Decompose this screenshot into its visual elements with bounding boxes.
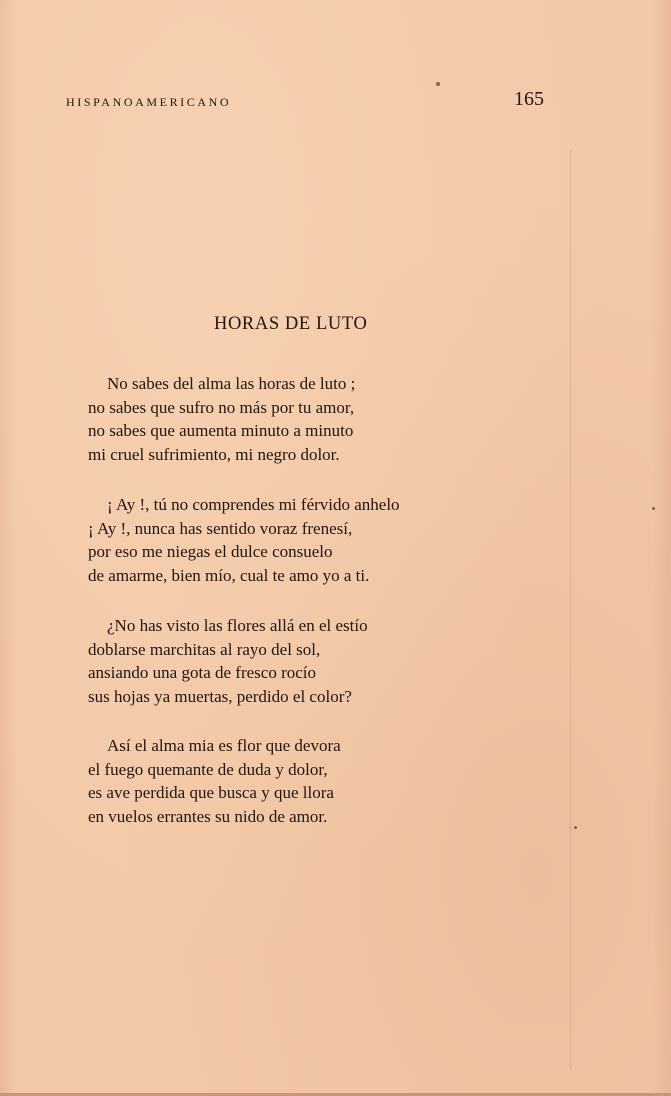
page-number: 165 [514,88,544,110]
verse-line: por eso me niegas el dulce consuelo [88,542,333,561]
stanza-2 [88,493,548,587]
verse-line: en vuelos errantes su nido de amor. [88,806,328,826]
verse-line: ¿No has visto las flores allá en el estío [107,616,368,635]
verse-line: es ave perdida que busca y que llora [88,783,334,802]
running-header: HISPANOAMERICANO [66,95,232,109]
verse-line: mi cruel sufrimiento, mi negro dolor. [88,444,340,464]
verse-line: no sabes que aumenta minuto a minuto [88,421,354,440]
page-fold-line [570,150,571,1070]
verse-line: de amarme, bien mío, cual te amo yo a ti. [88,565,370,585]
verse-line: ¡ Ay !, tú no comprendes mi férvido anhelo [107,495,400,514]
poem-title: HORAS DE LUTO [214,314,368,334]
stanza-1 [88,372,548,466]
ink-speck [574,826,577,829]
ink-speck [436,82,440,86]
verse-line: Así el alma mia es flor que devora [107,736,341,755]
stanza-4 [88,734,548,828]
verse-line: no sabes que sufro no más por tu amor, [88,397,355,417]
verse-line: sus hojas ya muertas, perdido el color? [88,686,352,706]
verse-line: No sabes del alma las horas de luto ; [107,374,356,393]
verse-line: ¡ Ay !, nunca has sentido voraz frenesí, [88,518,353,538]
ink-speck [652,507,655,510]
verse-line: el fuego quemante de duda y dolor, [88,759,328,779]
stanza-3 [88,614,548,708]
verse-line: doblarse marchitas al rayo del sol, [88,639,321,659]
verse-line: ansiando una gota de fresco rocío [88,663,316,682]
